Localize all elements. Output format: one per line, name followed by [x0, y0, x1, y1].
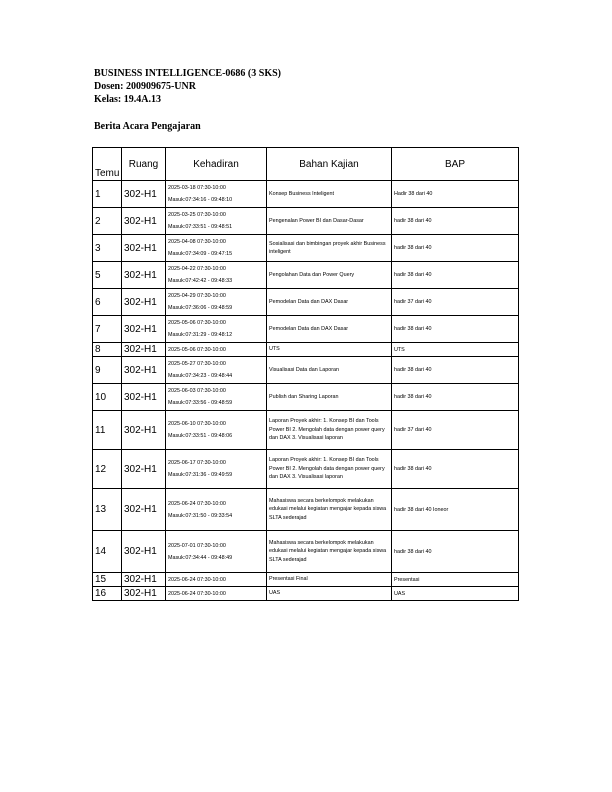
cell-kehadiran [166, 489, 267, 531]
cell-bahan-kajian: Konsep Business Inteligent [267, 181, 392, 208]
table-row [93, 235, 519, 262]
cell-ruang: 302-H1 [122, 531, 166, 573]
cell-bahan-kajian: Pemodelan Data dan DAX Dasar [267, 289, 392, 316]
cell-ruang: 302-H1 [122, 316, 166, 343]
table-row [93, 531, 519, 573]
cell-kehadiran [166, 384, 267, 411]
cell-temu: 5 [93, 262, 122, 289]
column-header-kehadiran: Kehadiran [166, 148, 267, 181]
cell-temu: 3 [93, 235, 122, 262]
cell-kehadiran [166, 262, 267, 289]
table-row [93, 357, 519, 384]
lecturer-line: Dosen: 200909675-UNR [94, 81, 196, 92]
cell-bap: Presentasi [392, 573, 519, 587]
table-header-row [93, 148, 519, 181]
cell-bap: UTS [392, 343, 519, 357]
check-in-text: Masuk:07:33:51 - 09:48:06 [168, 433, 233, 439]
cell-ruang: 302-H1 [122, 262, 166, 289]
check-in-text: Masuk:07:31:29 - 09:48:12 [168, 332, 233, 338]
cell-bap: UAS [392, 587, 519, 601]
cell-temu: 9 [93, 357, 122, 384]
cell-bahan-kajian: Mahasiswa secara berkelompok melakukan edukasi melalui kegiatan mengajar kepada siswa SLTA sederajad [267, 489, 392, 531]
cell-bahan-kajian: Presentasi Final [267, 573, 392, 587]
table-row [93, 343, 519, 357]
cell-bahan-kajian: UAS [267, 587, 392, 601]
schedule-text: 2025-04-22 07:30-10:00 [168, 266, 226, 272]
table-row [93, 411, 519, 450]
cell-temu: 11 [93, 411, 122, 450]
cell-ruang: 302-H1 [122, 208, 166, 235]
cell-bap: hadir 38 dari 40 [392, 357, 519, 384]
cell-bahan-kajian: Publish dan Sharing Laporan [267, 384, 392, 411]
attendance-table [92, 147, 519, 601]
cell-ruang: 302-H1 [122, 181, 166, 208]
table-row [93, 316, 519, 343]
cell-kehadiran [166, 181, 267, 208]
cell-bahan-kajian: Pemodelan Data dan DAX Dasar [267, 316, 392, 343]
schedule-text: 2025-06-03 07:30-10:00 [168, 388, 226, 394]
cell-kehadiran [166, 411, 267, 450]
cell-bahan-kajian: Pengenalan Power BI dan Dasar-Dasar [267, 208, 392, 235]
cell-temu: 1 [93, 181, 122, 208]
cell-bap: hadir 38 dari 40 [392, 316, 519, 343]
table-row [93, 573, 519, 587]
schedule-text: 2025-06-24 07:30-10:00 [168, 590, 226, 597]
cell-ruang: 302-H1 [122, 450, 166, 489]
cell-ruang: 302-H1 [122, 573, 166, 587]
cell-kehadiran [166, 450, 267, 489]
cell-bahan-kajian: Laporan Proyek akhir: 1. Konsep BI dan Tools Power BI 2. Mengolah data dengan power query dan DAX 3. Visualisasi laporan [267, 411, 392, 450]
cell-temu: 12 [93, 450, 122, 489]
cell-bap: hadir 38 dari 40 [392, 235, 519, 262]
check-in-text: Masuk:07:34:09 - 09:47:15 [168, 251, 233, 257]
cell-ruang: 302-H1 [122, 289, 166, 316]
check-in-text: Masuk:07:33:56 - 09:48:59 [168, 400, 233, 406]
column-header-ruang: Ruang [122, 148, 166, 181]
check-in-text: Masuk:07:33:51 - 09:48:51 [168, 224, 233, 230]
table-row [93, 450, 519, 489]
cell-temu: 16 [93, 587, 122, 601]
course-header [94, 67, 281, 106]
cell-ruang: 302-H1 [122, 411, 166, 450]
cell-temu: 15 [93, 573, 122, 587]
check-in-text: Masuk:07:31:36 - 09:49:59 [168, 472, 233, 478]
table-row [93, 208, 519, 235]
table-row [93, 489, 519, 531]
section-title: Berita Acara Pengajaran [94, 121, 201, 132]
cell-bap: hadir 37 dari 40 [392, 289, 519, 316]
cell-bap: hadir 38 dari 40 [392, 384, 519, 411]
cell-bap: hadir 38 dari 40 Ioneor [392, 489, 519, 531]
column-header-bahan: Bahan Kajian [267, 148, 392, 181]
cell-bap: hadir 38 dari 40 [392, 208, 519, 235]
cell-kehadiran [166, 357, 267, 384]
cell-temu: 6 [93, 289, 122, 316]
schedule-text: 2025-05-27 07:30-10:00 [168, 361, 226, 367]
course-title: BUSINESS INTELLIGENCE-0686 (3 SKS) [94, 68, 281, 79]
cell-bap: hadir 38 dari 40 [392, 531, 519, 573]
schedule-text: 2025-03-25 07:30-10:00 [168, 212, 226, 218]
schedule-text: 2025-05-06 07:30-10:00 [168, 346, 226, 353]
schedule-text: 2025-06-24 07:30-10:00 [168, 576, 226, 583]
cell-temu: 10 [93, 384, 122, 411]
schedule-text: 2025-07-01 07:30-10:00 [168, 542, 226, 549]
cell-bap: hadir 37 dari 40 [392, 411, 519, 450]
cell-kehadiran [166, 531, 267, 573]
schedule-text: 2025-04-29 07:30-10:00 [168, 293, 226, 299]
class-line: Kelas: 19.4A.13 [94, 94, 161, 105]
table-row [93, 289, 519, 316]
cell-bap: hadir 38 dari 40 [392, 450, 519, 489]
cell-temu: 13 [93, 489, 122, 531]
cell-temu: 7 [93, 316, 122, 343]
check-in-text: Masuk:07:34:16 - 09:48:10 [168, 197, 233, 203]
schedule-text: 2025-04-08 07:30-10:00 [168, 239, 226, 245]
cell-bahan-kajian: Pengolahan Data dan Power Query [267, 262, 392, 289]
schedule-text: 2025-06-10 07:30-10:00 [168, 421, 226, 427]
cell-kehadiran [166, 208, 267, 235]
column-header-bap: BAP [392, 148, 519, 181]
table-row [93, 262, 519, 289]
cell-ruang: 302-H1 [122, 343, 166, 357]
cell-kehadiran [166, 289, 267, 316]
schedule-text: 2025-06-24 07:30-10:00 [168, 500, 226, 507]
check-in-text: Masuk:07:31:50 - 09:33:54 [168, 512, 233, 519]
cell-kehadiran [166, 235, 267, 262]
cell-kehadiran [166, 587, 267, 601]
cell-ruang: 302-H1 [122, 357, 166, 384]
check-in-text: Masuk:07:34:23 - 09:48:44 [168, 373, 233, 379]
column-header-temu: Temu [93, 148, 122, 181]
cell-bap: Hadir 38 dari 40 [392, 181, 519, 208]
table-row [93, 384, 519, 411]
cell-kehadiran [166, 573, 267, 587]
cell-ruang: 302-H1 [122, 235, 166, 262]
check-in-text: Masuk:07:34:44 - 09:48:49 [168, 554, 233, 561]
table-row [93, 587, 519, 601]
cell-bap: hadir 38 dari 40 [392, 262, 519, 289]
schedule-text: 2025-03-18 07:30-10:00 [168, 185, 226, 191]
cell-temu: 8 [93, 343, 122, 357]
cell-bahan-kajian: Laporan Proyek akhir: 1. Konsep BI dan Tools Power BI 2. Mengolah data dengan power query dan DAX 3. Visualisasi laporan [267, 450, 392, 489]
cell-bahan-kajian: Sosialisasi dan bimbingan proyek akhir Business inteligent [267, 235, 392, 262]
check-in-text: Masuk:07:36:06 - 09:48:59 [168, 305, 233, 311]
cell-bahan-kajian: Mahasiswa secara berkelompok melakukan edukasi melalui kegiatan mengajar kepada siswa SLTA sederajad [267, 531, 392, 573]
cell-ruang: 302-H1 [122, 587, 166, 601]
cell-temu: 2 [93, 208, 122, 235]
schedule-text: 2025-06-17 07:30-10:00 [168, 460, 226, 466]
check-in-text: Masuk:07:42:42 - 09:48:33 [168, 278, 233, 284]
cell-temu: 14 [93, 531, 122, 573]
cell-bahan-kajian: Visualisasi Data dan Laporan [267, 357, 392, 384]
schedule-text: 2025-05-06 07:30-10:00 [168, 320, 226, 326]
table-row [93, 181, 519, 208]
cell-ruang: 302-H1 [122, 489, 166, 531]
cell-kehadiran [166, 316, 267, 343]
cell-bahan-kajian: UTS [267, 343, 392, 357]
cell-kehadiran [166, 343, 267, 357]
cell-ruang: 302-H1 [122, 384, 166, 411]
